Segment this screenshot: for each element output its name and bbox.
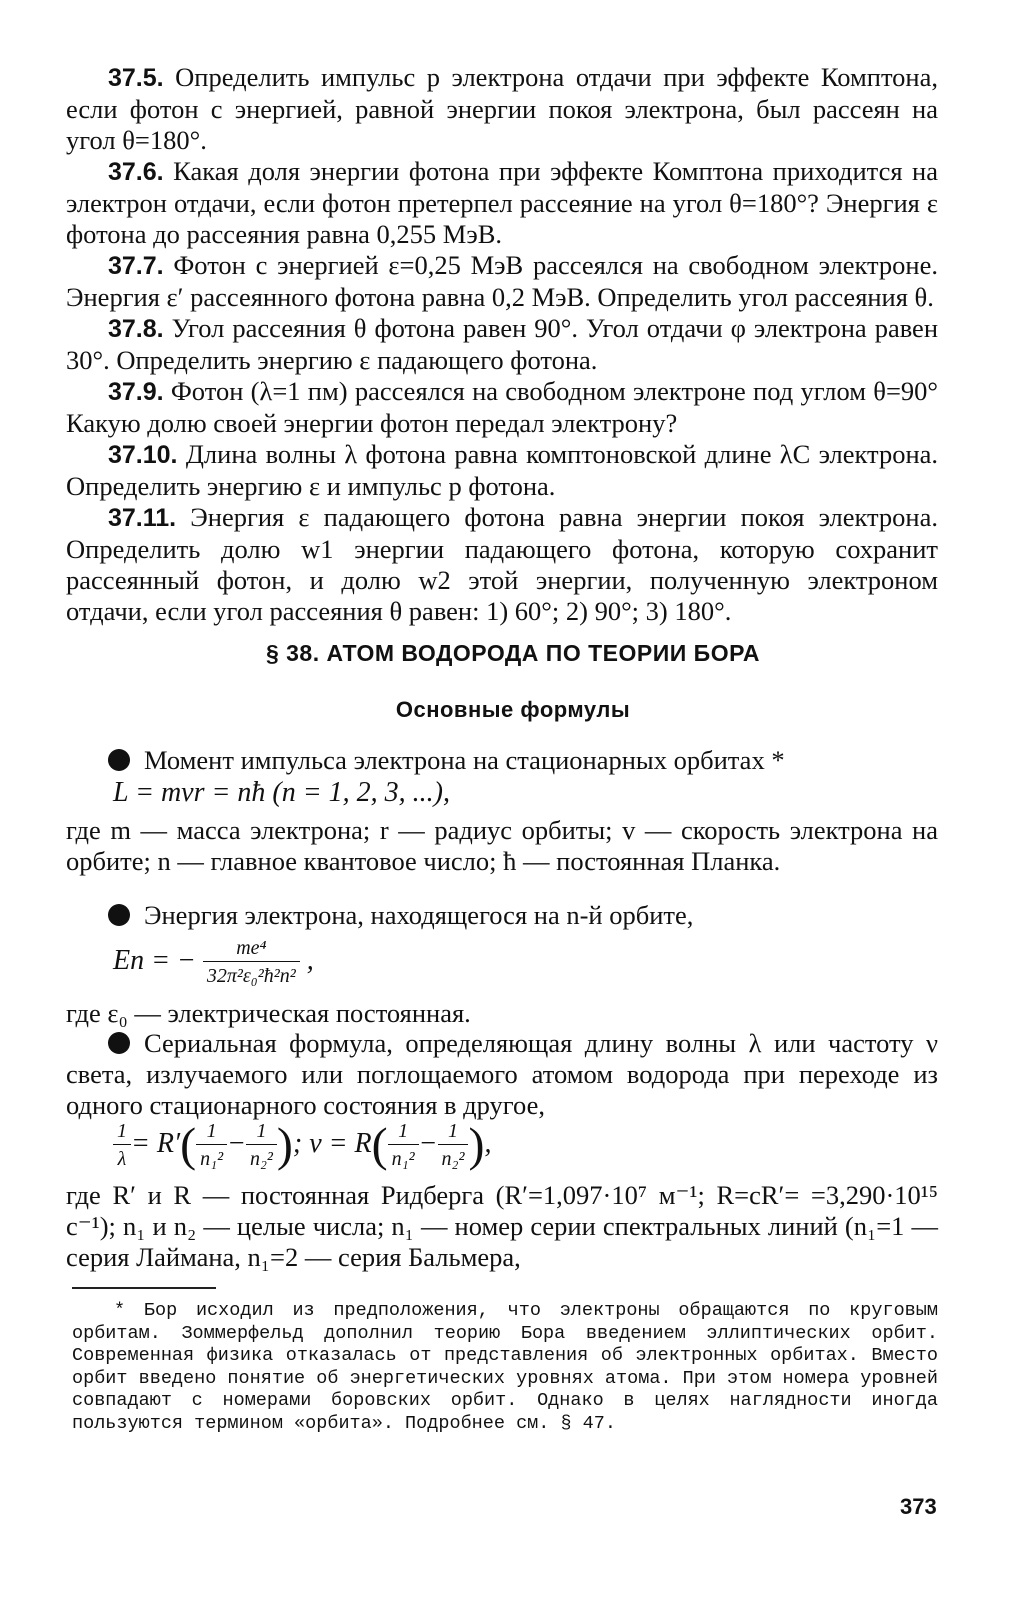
problem-37-8: 37.8. Угол рассеяния θ фотона равен 90°. Угол отдачи φ электрона равен 30°. Определить энергию ε падающего фотона. xyxy=(66,313,939,375)
bullet-icon xyxy=(108,904,130,926)
section-title: § 38. АТОМ ВОДОРОДА ПО ТЕОРИИ БОРА xyxy=(265,640,761,666)
section-subtitle: Основные формулы xyxy=(395,697,631,722)
where-3: где R′ и R — постоянная Ридберга (R′=1,097·10⁷ м⁻¹; R=cR′= =3,290·10¹⁵ с⁻¹); n₁ и n₂ — целые числа; n₁ — номер серии спектральных линий (n₁=1 — серия Лаймана, n₁=2 — серия Бальмера, xyxy=(66,1180,938,1272)
problem-37-11: 37.11. Энергия ε падающего фотона равна энергии покоя электрона. Определить долю w1 энергии падающего фотона, которую сохранит рассеянный фотон, и долю w2 этой энергии, полученную электроном отдачи, если угол рассеяния θ равен: 1) 60°; 2) 90°; 3) 180°. xyxy=(66,502,939,626)
problem-37-7: 37.7. Фотон с энергией ε=0,25 МэВ рассеялся на свободном электроне. Энергия ε′ рассеянного фотона равна 0,2 МэВ. Определить угол рассеяния θ. xyxy=(66,250,939,312)
page-number: 373 xyxy=(900,1494,937,1519)
problem-37-10: 37.10. Длина волны λ фотона равна комптоновской длине λC электрона. Определить энергию ε и импульс p фотона. xyxy=(66,439,939,501)
formula-angular-momentum: L = mvr = nħ (n = 1, 2, 3, ...), xyxy=(113,777,450,808)
problem-37-5: 37.5. Определить импульс p электрона отдачи при эффекте Комптона, если фотон с энергией, равной энергии покоя электрона, был рассеян на угол θ=180°. xyxy=(66,62,938,155)
bullet-angular-momentum: Момент импульса электрона на стационарных орбитах * xyxy=(66,745,938,776)
energy-fraction: $\frac{\text{me⁴}}{\text{32π²ε₀²ħ²n²}}$ xyxy=(203,935,300,990)
problems-block xyxy=(66,62,938,627)
bullet-icon xyxy=(108,749,130,771)
where-2: где ε₀ — электрическая постоянная. xyxy=(66,998,471,1028)
bullet-series-formula: Сериальная формула, определяющая длину волны λ или частоту ν света, излучаемого или поглощаемого атомом водорода при переходе из одного стационарного состояния в другое, xyxy=(66,1028,938,1120)
footnote: * Бор исходил из предположения, что электроны обращаются по круговым орбитам. Зоммерфельд дополнил теорию Бора введением эллиптических орбит. Современная физика отказалась от представления об электронных орбитах. Вместо орбит введено понятие об энергетических уровнях атома. При этом номера уровней совпадают с номерами боровских орбит. Однако в целях наглядности иногда пользуются термином «орбита». Подробнее см. § 47. xyxy=(72,1300,938,1434)
formula-energy: En = − $\frac{\text{me⁴}}{\text{32π²ε₀²ħ²n²}}$ , xyxy=(113,935,314,990)
formula-rydberg: $\frac{1}{\lambda}$ = R′( $\frac{1}{\text{n₁²}}$ − $\frac{1}{\text{n₂²}}$ ); ν = R( $\frac{1}{\text{n₁²}}$ − $\frac{1}{\text{n₂²}}$ ), xyxy=(113,1118,491,1173)
bullet-icon xyxy=(108,1032,130,1054)
bullet-energy: Энергия электрона, находящегося на n-й орбите, xyxy=(66,900,938,931)
problem-37-6: 37.6. Какая доля энергии фотона при эффекте Комптона приходится на электрон отдачи, если фотон претерпел рассеяние на угол θ=180°? Энергия ε фотона до рассеяния равна 0,255 МэВ. xyxy=(66,156,938,249)
footnote-rule xyxy=(72,1287,216,1289)
where-1: где m — масса электрона; r — радиус орбиты; v — скорость электрона на орбите; n — главное квантовое число; ħ — постоянная Планка. xyxy=(66,815,938,876)
problem-37-9: 37.9. Фотон (λ=1 пм) рассеялся на свободном электроне под углом θ=90° Какую долю своей энергии фотон передал электрону? xyxy=(66,376,938,438)
